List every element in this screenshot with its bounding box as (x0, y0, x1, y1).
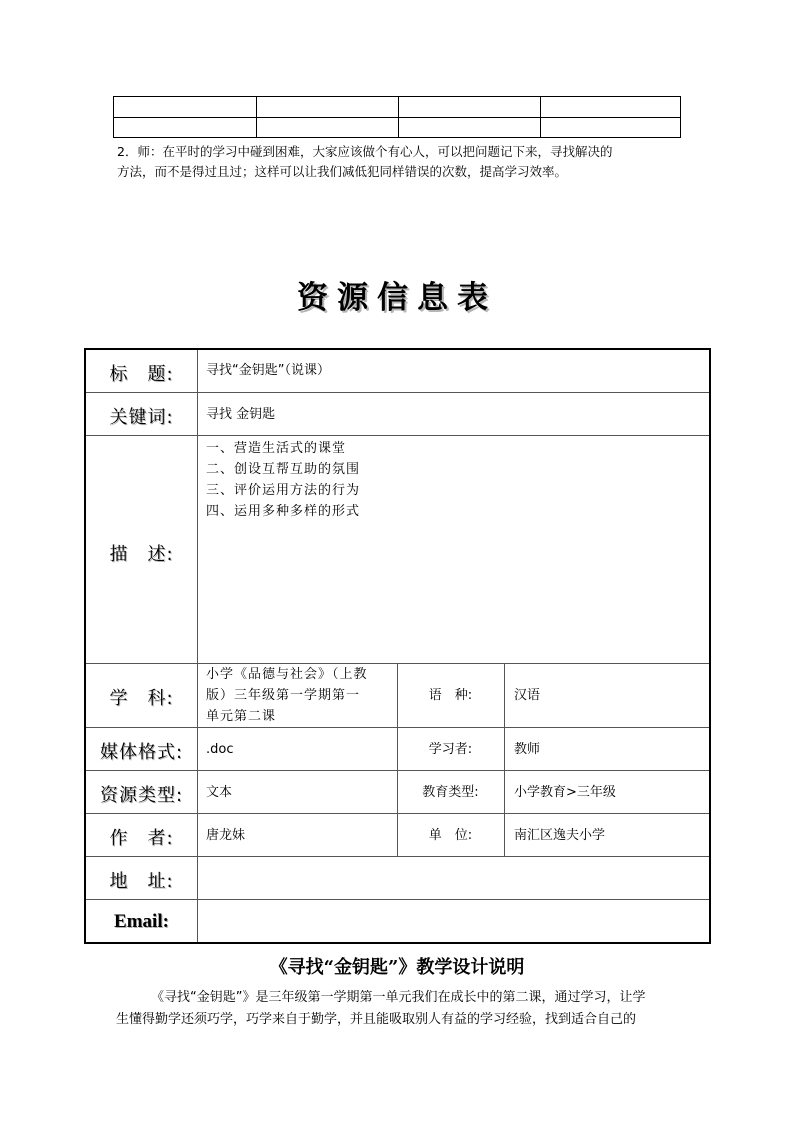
document-title: 资源信息表 (297, 280, 497, 316)
description-label: 描 述: (109, 544, 174, 565)
media-format-value: .doc (206, 742, 234, 757)
description-item: 一、营造生活式的课堂 (206, 441, 347, 456)
description-item: 四、运用多种多样的形式 (206, 504, 361, 519)
table-divider (398, 97, 399, 137)
resource-type-value: 文本 (206, 785, 233, 800)
media-format-label: 媒体格式: (99, 742, 184, 763)
note-line-2: 方法，而不是得过且过；这样可以让我们减低犯同样错误的次数，提高学习效率。 (117, 164, 568, 179)
keywords-value: 寻找 金钥匙 (206, 407, 276, 422)
table-divider (256, 97, 257, 137)
author-label: 作 者: (109, 828, 174, 849)
description-list (206, 438, 360, 522)
title-value: 寻找“金钥匙”（说课） (206, 363, 330, 378)
email-label: Email: (114, 911, 169, 932)
table-divider (86, 435, 709, 436)
table-divider (86, 392, 709, 393)
table-divider (86, 899, 709, 900)
title-label: 标 题: (109, 364, 174, 385)
resource-type-label: 资源类型: (99, 785, 184, 806)
subject-line: 小学《品德与社会》（上教 (206, 667, 368, 682)
description-item: 二、创设互帮互助的氛围 (206, 462, 361, 477)
unit-label: 单 位: (428, 828, 473, 843)
address-label: 地 址: (109, 871, 174, 892)
table-divider (197, 350, 198, 942)
language-label: 语 种: (428, 688, 473, 703)
section-title: 《寻找“金钥匙”》教学设计说明 (269, 957, 525, 978)
note-line-1: 2．师：在平时的学习中碰到困难，大家应该做个有心人，可以把问题记下来，寻找解决的 (117, 144, 613, 159)
table-divider (86, 856, 709, 857)
subject-line: 版）三年级第一学期第一 (206, 688, 361, 703)
unit-value: 南汇区逸夫小学 (514, 828, 606, 843)
top-table (113, 96, 681, 138)
learner-value: 教师 (514, 742, 541, 757)
table-divider (114, 117, 680, 118)
subject-value (206, 664, 368, 727)
paragraph-line-1: 《寻找“金钥匙”》是三年级第一学期第一单元我们在成长中的第二课，通过学习，让学 (151, 990, 646, 1005)
subject-line: 单元第二课 (206, 709, 277, 724)
language-value: 汉语 (514, 688, 541, 703)
keywords-label: 关键词: (109, 407, 174, 428)
description-item: 三、评价运用方法的行为 (206, 483, 361, 498)
education-type-value: 小学教育>三年级 (514, 785, 616, 800)
learner-label: 学习者: (428, 742, 473, 757)
table-divider (504, 663, 505, 856)
subject-label: 学 科: (109, 688, 174, 709)
author-value: 唐龙妹 (206, 828, 246, 843)
education-type-label: 教育类型: (422, 785, 479, 800)
table-divider (540, 97, 541, 137)
paragraph-line-2: 生懂得勤学还须巧学，巧学来自于勤学，并且能吸取别人有益的学习经验，找到适合自己的 (116, 1012, 637, 1027)
resource-info-table (84, 348, 711, 944)
